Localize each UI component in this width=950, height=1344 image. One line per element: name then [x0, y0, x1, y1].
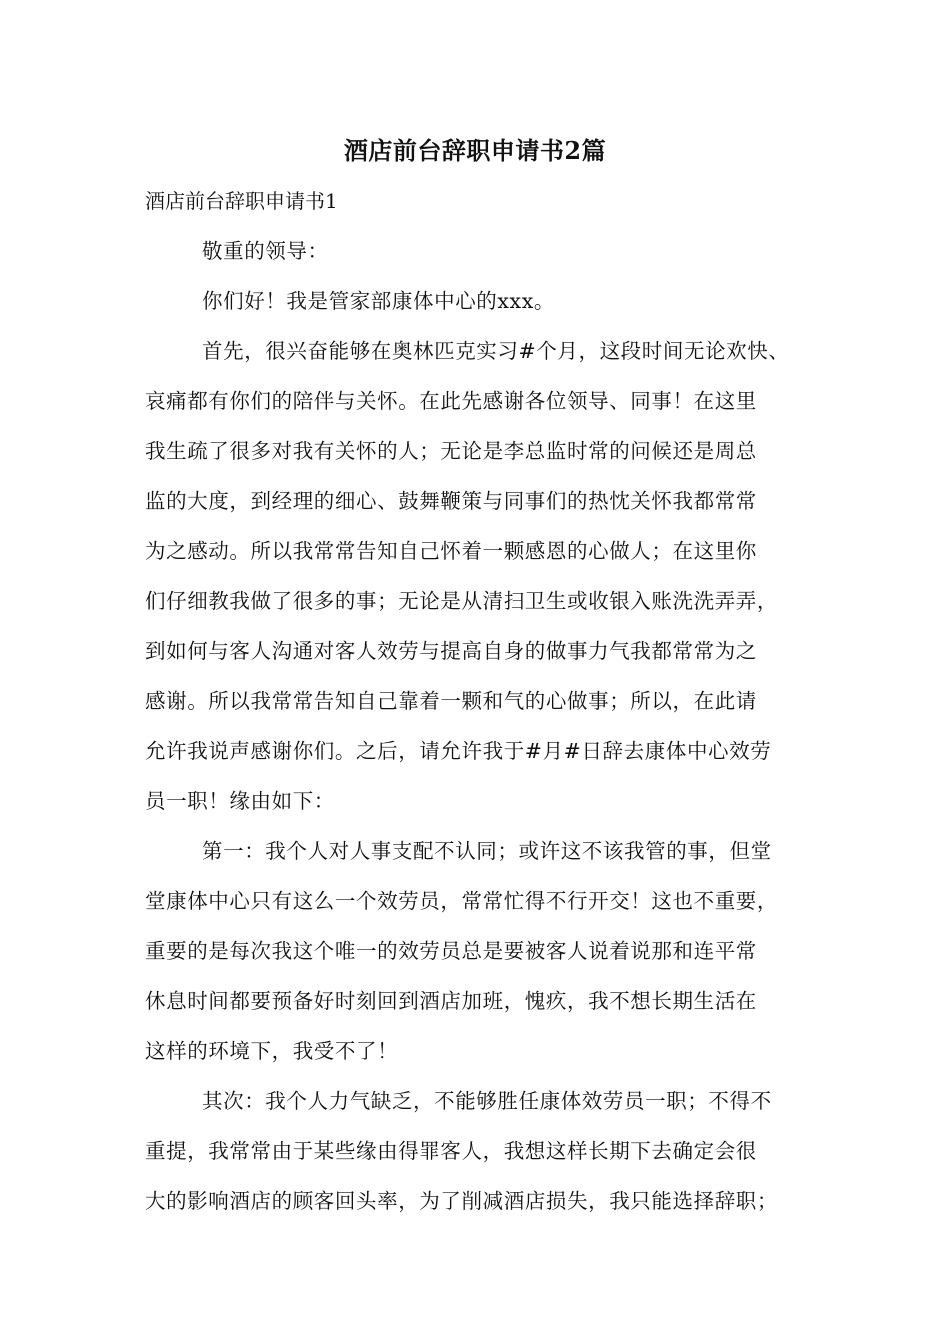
paragraph-line: 为之感动。所以我常常告知自己怀着一颗感恩的心做人；在这里你: [145, 539, 757, 563]
paragraph-line: 到如何与客人沟通对客人效劳与提高自身的做事力气我都常常为之: [145, 639, 757, 663]
paragraph-line: 大的影响酒店的顾客回头率，为了削减酒店损失，我只能选择辞职；: [145, 1189, 778, 1213]
paragraph-line: 感谢。所以我常常告知自己靠着一颗和气的心做事；所以，在此请: [145, 689, 757, 713]
paragraph-line: 首先，很兴奋能够在奥林匹克实习#个月，这段时间无论欢快、: [202, 339, 790, 363]
paragraph-line: 哀痛都有你们的陪伴与关怀。在此先感谢各位领导、同事！在这里: [145, 389, 757, 413]
paragraph-line: 我生疏了很多对我有关怀的人；无论是李总监时常的问候还是周总: [145, 439, 757, 463]
paragraph-line: 重要的是每次我这个唯一的效劳员总是要被客人说着说那和连平常: [145, 939, 757, 963]
paragraph-line: 们仔细教我做了很多的事；无论是从清扫卫生或收银入账洗洗弄弄，: [145, 589, 778, 613]
paragraph-line: 堂康体中心只有这么一个效劳员，常常忙得不行开交！这也不重要，: [145, 889, 778, 913]
greeting-line: 你们好！我是管家部康体中心的xxx。: [202, 289, 555, 313]
paragraph-line: 这样的环境下，我受不了！: [145, 1039, 399, 1063]
document-subtitle: 酒店前台辞职申请书1: [145, 189, 338, 213]
paragraph-line: 员一职！缘由如下：: [145, 789, 335, 813]
paragraph-line: 休息时间都要预备好时刻回到酒店加班，愧疚，我不想长期生活在: [145, 989, 757, 1013]
salutation-line: 敬重的领导：: [202, 239, 329, 263]
paragraph-line: 其次：我个人力气缺乏，不能够胜任康体效劳员一职；不得不: [202, 1089, 772, 1113]
document-title: 酒店前台辞职申请书2篇: [343, 136, 607, 165]
paragraph-line: 监的大度，到经理的细心、鼓舞鞭策与同事们的热忱关怀我都常常: [145, 489, 757, 513]
paragraph-line: 第一：我个人对人事支配不认同；或许这不该我管的事，但堂: [202, 839, 772, 863]
paragraph-line: 重提，我常常由于某些缘由得罪客人，我想这样长期下去确定会很: [145, 1139, 757, 1163]
paragraph-line: 允许我说声感谢你们。之后，请允许我于#月#日辞去康体中心效劳: [145, 739, 772, 763]
